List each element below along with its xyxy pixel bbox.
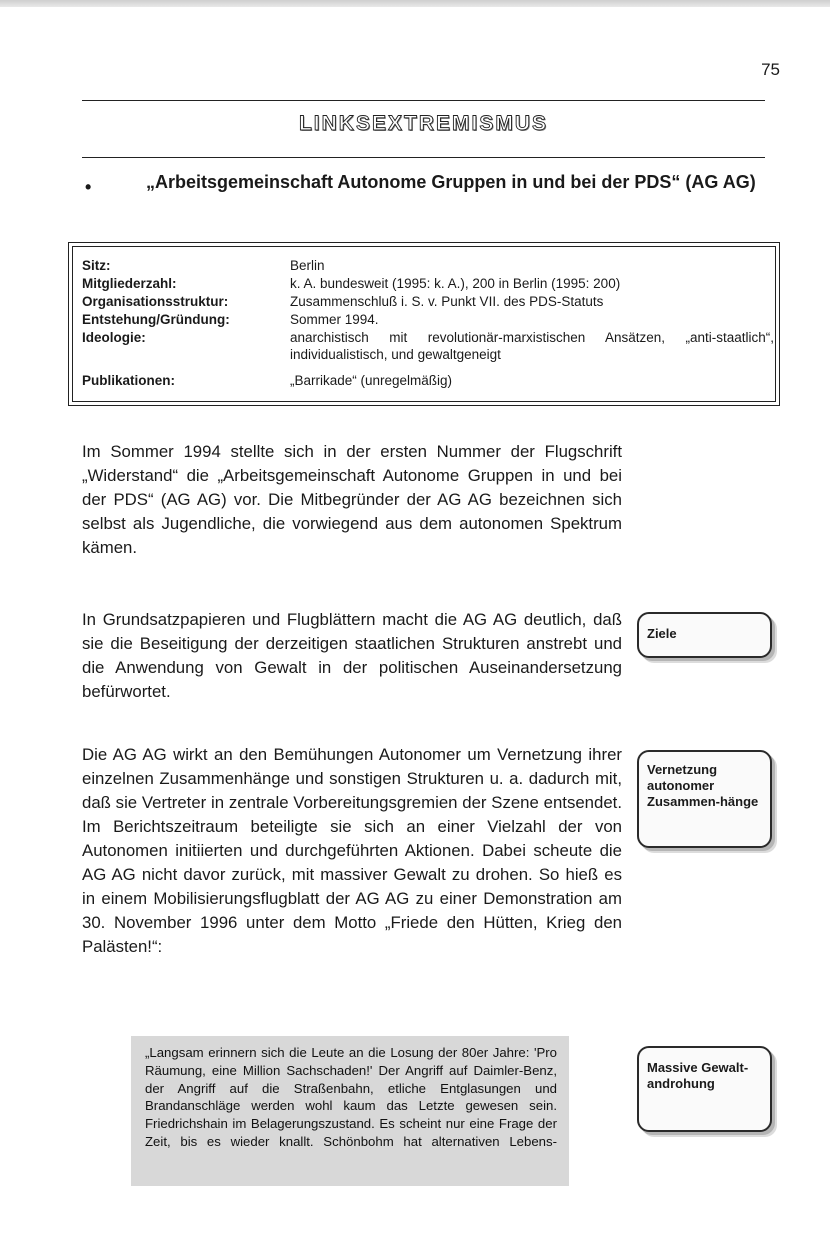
organization-title: „Arbeitsgemeinschaft Autonome Gruppen in und bei der PDS“ (AG AG) <box>146 172 756 192</box>
info-value: „Barrikade“ (unregelmäßig) <box>290 373 453 388</box>
body-paragraph: In Grundsatzpapieren und Flugblättern macht die AG AG deutlich, daß sie die Beseitigung der derzeitigen staatlichen Strukturen anstrebt und die Anwendung von Gewalt in der politischen Auseinandersetzung befürwortet. <box>82 610 622 701</box>
margin-note-violence-threat: Massive Gewalt-androhung <box>637 1046 772 1132</box>
heading-rule-top <box>82 100 765 101</box>
info-value: anarchistisch mit revolutionär-marxistischen Ansätzen, „anti-staatlich“, individualistisch, und gewaltgeneigt <box>290 330 774 362</box>
info-label: Mitgliederzahl: <box>82 276 177 291</box>
flyer-quote: „Langsam erinnern sich die Leute an die Losung der 80er Jahre: 'Pro Räumung, eine Million Sachschaden!' Der Angriff auf Daimler-Benz, der Angriff auf die Straßenbahn, etliche Entglasungen und Brandanschläge werden wohl kaum das Letzte gewesen sein. Friedrichshain im Belagerungszustand. Es scheint nur eine Frage der Zeit, bis es wieder knallt. Schönbohm hat alternativen Lebens- <box>145 1045 557 1149</box>
info-value: Berlin <box>290 258 325 273</box>
flyer-quote-box <box>131 1036 569 1186</box>
info-label: Publikationen: <box>82 373 176 388</box>
info-label: Ideologie: <box>82 330 146 345</box>
page-number: 75 <box>761 60 780 79</box>
margin-note-networking: Vernetzung autonomer Zusammen-hänge <box>637 750 772 848</box>
info-label: Entstehung/Gründung: <box>82 312 230 327</box>
scan-top-edge <box>0 0 830 7</box>
info-value: Sommer 1994. <box>290 312 379 327</box>
margin-note-goals: Ziele <box>637 612 772 658</box>
organization-info-box <box>68 242 780 406</box>
section-heading: LINKSEXTREMISMUS <box>298 112 548 135</box>
info-value: k. A. bundesweit (1995: k. A.), 200 in Berlin (1995: 200) <box>290 276 621 291</box>
info-label: Sitz: <box>82 258 111 273</box>
body-paragraph: Im Sommer 1994 stellte sich in der ersten Nummer der Flugschrift „Widerstand“ die „Arbeitsgemeinschaft Autonome Gruppen in und bei der PDS“ (AG AG) vor. Die Mitbegründer der AG AG bezeichnen sich selbst als Jugendliche, die vorwiegend aus dem autonomen Spektrum kämen. <box>82 442 622 557</box>
bullet-marker: • <box>85 177 92 197</box>
body-paragraph: Die AG AG wirkt an den Bemühungen Autonomer um Vernetzung ihrer einzelnen Zusammenhänge und sonstigen Strukturen u. a. dadurch mit, daß sie Vertreter in zentrale Vorbereitungsgremien der Szene entsendet. Im Berichtszeitraum beteiligte sie sich an einer Vielzahl der von Autonomen initiierten und durchgeführten Aktionen. Dabei scheute die AG AG nicht davor zurück, mit massiver Gewalt zu drohen. So hieß es in einem Mobilisierungsflugblatt der AG AG zu einer Demonstration am 30. November 1996 unter dem Motto „Friede den Hütten, Krieg den Palästen!“: <box>82 745 622 956</box>
info-label: Organisationsstruktur: <box>82 294 229 309</box>
info-box-frame <box>72 246 776 402</box>
info-value: Zusammenschluß i. S. v. Punkt VII. des PDS-Statuts <box>290 294 604 309</box>
heading-rule-bottom <box>82 157 765 158</box>
